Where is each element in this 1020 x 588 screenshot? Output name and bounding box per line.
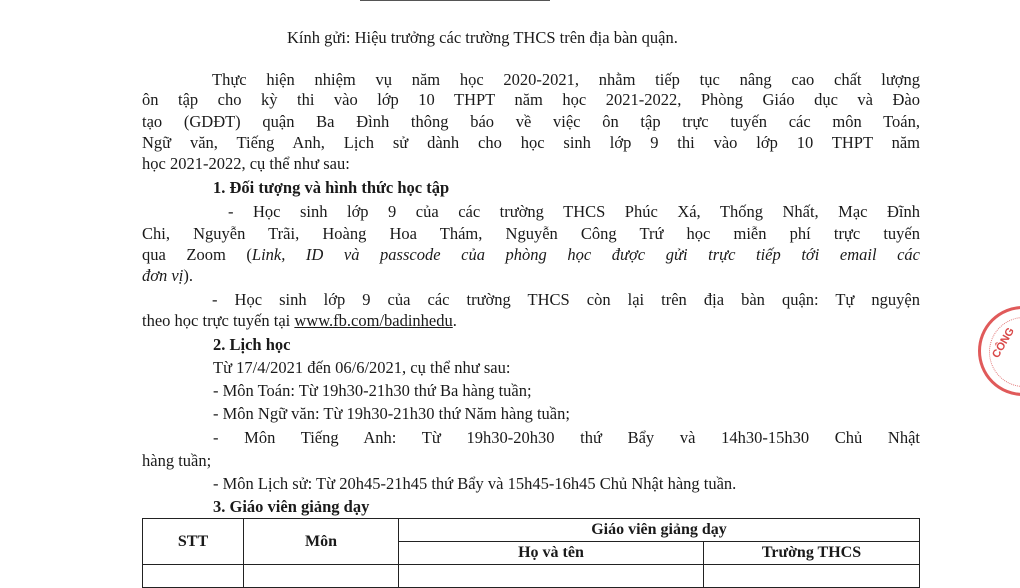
section1-p2-line2-end: . bbox=[452, 311, 457, 330]
intro-line-3: tạo (GDĐT) quận Ba Đình thông báo về việc ôn tập trực tuyến các môn Toán, bbox=[142, 112, 920, 131]
stamp-text: CÔNG bbox=[990, 325, 1017, 361]
schedule-math: - Môn Toán: Từ 19h30-21h30 thứ Ba hàng tuần; bbox=[213, 381, 532, 400]
section1-p2-line2-text: theo học trực tuyến tại bbox=[142, 311, 295, 330]
header-name: Họ và tên bbox=[399, 542, 704, 565]
schedule-literature: - Môn Ngữ văn: Từ 19h30-21h30 thứ Năm hàng tuần; bbox=[213, 404, 570, 423]
section1-heading: 1. Đối tượng và hình thức học tập bbox=[213, 178, 450, 197]
intro-line-5: học 2021-2022, cụ thể như sau: bbox=[142, 154, 350, 173]
section1-p1-line3-plain: qua Zoom ( bbox=[142, 245, 252, 264]
section1-p1-line4 bbox=[142, 266, 193, 286]
intro-line-4: Ngữ văn, Tiếng Anh, Lịch sử dành cho học sinh lớp 9 thi vào lớp 10 THPT năm bbox=[142, 133, 920, 152]
section1-p2-line2 bbox=[142, 311, 457, 331]
section2-heading: 2. Lịch học bbox=[213, 335, 291, 354]
table-row bbox=[143, 565, 920, 588]
section3-heading: 3. Giáo viên giảng dạy bbox=[213, 497, 370, 516]
red-seal-stamp bbox=[978, 306, 1020, 396]
table-header-row-1 bbox=[143, 519, 920, 542]
section1-p1-line2: Chi, Nguyễn Trãi, Hoàng Hoa Thám, Nguyễn Công Trứ học miễn phí trực tuyến bbox=[142, 224, 920, 243]
header-subject: Môn bbox=[244, 519, 399, 565]
section1-p1-line4-plain: ). bbox=[183, 266, 193, 285]
teachers-table bbox=[142, 518, 920, 588]
schedule-english-line1: - Môn Tiếng Anh: Từ 19h30-20h30 thứ Bẩy và 14h30-15h30 Chủ Nhật bbox=[213, 428, 920, 447]
top-divider bbox=[360, 0, 550, 2]
section1-p1-line4-italic: đơn vị bbox=[142, 266, 184, 285]
facebook-link[interactable]: www.fb.com/badinhedu bbox=[294, 311, 453, 330]
intro-line-1: Thực hiện nhiệm vụ năm học 2020-2021, nhằm tiếp tục nâng cao chất lượng bbox=[212, 70, 920, 89]
section1-p2-line1: - Học sinh lớp 9 của các trường THCS còn lại trên địa bàn quận: Tự nguyện bbox=[212, 290, 920, 309]
header-stt: STT bbox=[143, 519, 244, 565]
header-teachers: Giáo viên giảng dạy bbox=[399, 519, 920, 542]
schedule-period: Từ 17/4/2021 đến 06/6/2021, cụ thể như sau: bbox=[213, 358, 511, 377]
recipient-line: Kính gửi: Hiệu trưởng các trường THCS trên địa bàn quận. bbox=[287, 28, 678, 47]
schedule-english-line2: hàng tuần; bbox=[142, 451, 212, 470]
section1-p1-line3 bbox=[142, 245, 920, 265]
section1-p1-line1: - Học sinh lớp 9 của các trường THCS Phúc Xá, Thống Nhất, Mạc Đĩnh bbox=[228, 202, 920, 221]
section1-p1-line3-italic: Link, ID và passcode của phòng học được gửi trực tiếp tới email các bbox=[251, 245, 921, 264]
header-school: Trường THCS bbox=[704, 542, 920, 565]
intro-line-2: ôn tập cho kỳ thi vào lớp 10 THPT năm học 2021-2022, Phòng Giáo dục và Đào bbox=[142, 90, 920, 109]
schedule-history: - Môn Lịch sử: Từ 20h45-21h45 thứ Bẩy và 15h45-16h45 Chủ Nhật hàng tuần. bbox=[213, 474, 737, 493]
